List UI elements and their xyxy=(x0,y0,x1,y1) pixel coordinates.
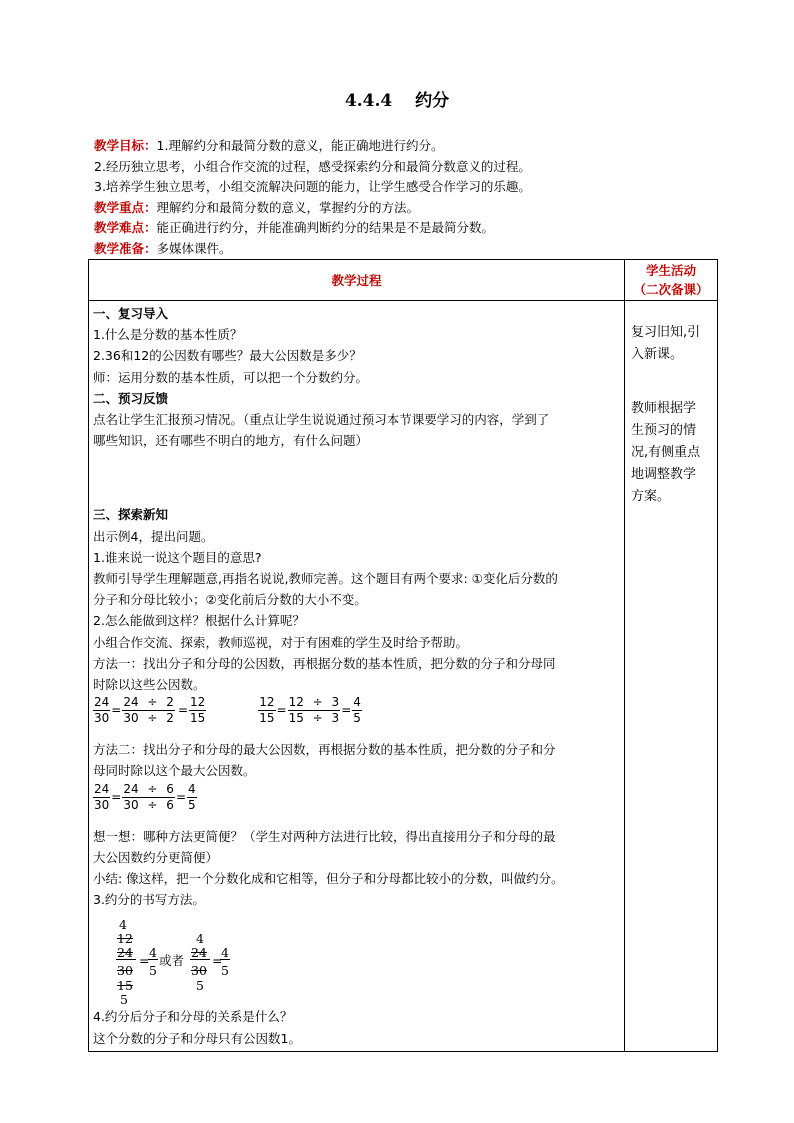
denominator: 30 xyxy=(94,711,110,726)
preview-line-2: 哪些知识，还有哪些不明白的地方，有什么问题） xyxy=(93,433,369,449)
cancel-denominator-30b: 30 xyxy=(191,963,207,979)
lesson-table xyxy=(88,259,718,1052)
cancel-denominator-30: 30 xyxy=(117,963,133,979)
numerator: 24 ÷ 2 xyxy=(123,695,174,710)
note-preview-3: 况,有侧重点 xyxy=(631,445,701,460)
header-teaching-process: 教学过程 xyxy=(89,260,625,301)
fraction xyxy=(258,695,275,726)
explore-line-14: 3.约分的书写方法。 xyxy=(93,892,205,908)
cancel-bottom-15: 15 xyxy=(117,978,133,994)
key-line xyxy=(94,198,714,219)
page-title: 4.4.4 约分 xyxy=(344,91,450,111)
denominator: 15 ÷ 3 xyxy=(288,711,340,726)
numerator: 24 ÷ 6 xyxy=(123,781,174,796)
or-text: 或者 xyxy=(159,953,185,969)
fraction xyxy=(189,695,206,726)
prep-text: 多媒体课件。 xyxy=(156,240,232,256)
goal-3: 3.培养学生独立思考，小组交流解决问题的能力，让学生感受合作学习的乐趣。 xyxy=(94,179,531,195)
numerator: 24 xyxy=(94,781,110,796)
note-preview-4: 地调整教学 xyxy=(631,467,697,482)
note-preview-1: 教师根据学 xyxy=(631,401,697,416)
fraction xyxy=(122,782,175,813)
numerator: 24 xyxy=(94,695,110,710)
equals-sign: = xyxy=(276,703,287,718)
fraction xyxy=(288,695,341,726)
difficulty-line xyxy=(94,218,714,239)
denominator: 15 xyxy=(190,711,206,726)
prep-line xyxy=(94,239,714,260)
explore-line-5: 2.怎么能做到这样？根据什么计算呢？ xyxy=(93,613,305,629)
header-student-activity xyxy=(625,260,718,301)
goal-1: 1.理解约分和最简分数的意义，能正确地进行约分。 xyxy=(156,138,444,153)
header-right-line-1: 学生活动 xyxy=(645,263,696,278)
denominator: 5 xyxy=(188,797,196,812)
review-line-3: 师：运用分数的基本性质，可以把一个分数约分。 xyxy=(93,369,369,385)
explore-line-10: 母同时除以这个最大公因数。 xyxy=(93,763,256,779)
explore-line-1: 出示例4，提出问题。 xyxy=(93,528,214,544)
note-review-2: 入新课。 xyxy=(631,347,684,362)
section-preview-title: 二、预习反馈 xyxy=(93,390,169,406)
key-label: 教学重点： xyxy=(94,199,157,215)
lesson-intro xyxy=(94,136,714,260)
result-denominator: 5 xyxy=(221,963,229,979)
result-denominator: 5 xyxy=(149,963,157,979)
cancellation-example xyxy=(93,910,620,1006)
explore-line-6: 小组合作交流、探索，教师巡视，对于有困难的学生及时给予帮助。 xyxy=(93,634,469,650)
explore-line-8: 时除以这些公因数。 xyxy=(93,677,206,693)
numerator: 4 xyxy=(188,781,196,796)
goal-label: 教学目标： xyxy=(94,138,157,153)
equals-sign: = xyxy=(139,953,150,969)
cancel-bottom-5b: 5 xyxy=(196,978,204,994)
review-line-2: 2.36和12的公因数有哪些？最大公因数是多少？ xyxy=(93,348,362,364)
note-preview-2: 生预习的情 xyxy=(631,423,697,438)
difficulty-label: 教学难点： xyxy=(94,220,157,236)
note-review-1: 复习旧知,引 xyxy=(631,325,701,340)
result-numerator: 4 xyxy=(221,945,229,961)
denominator: 5 xyxy=(353,711,361,726)
difficulty-text: 能正确进行约分，并能准确判断约分的结果是不是最简分数。 xyxy=(156,220,495,236)
denominator: 15 xyxy=(259,711,275,726)
review-line-1: 1.什么是分数的基本性质？ xyxy=(93,327,243,343)
method-2-equation xyxy=(93,782,620,826)
cancel-numerator-24: 24 xyxy=(117,945,133,961)
numerator: 12 ÷ 3 xyxy=(288,695,340,710)
section-explore-title: 三、探索新知 xyxy=(93,507,169,523)
explore-line-7: 方法一：找出分子和分母的公因数，再根据分数的基本性质，把分数的分子和分母同 xyxy=(93,655,556,671)
section-review-title: 一、复习导入 xyxy=(93,306,169,321)
equals-sign: = xyxy=(111,703,122,718)
equals-sign: = xyxy=(212,953,223,969)
equals-sign: = xyxy=(111,789,122,804)
note-preview-5: 方案。 xyxy=(631,489,671,504)
goal-line xyxy=(94,136,714,157)
denominator: 30 xyxy=(94,797,110,812)
cancel-top-4b: 4 xyxy=(196,931,204,947)
denominator: 30 ÷ 6 xyxy=(123,797,174,812)
equals-sign: = xyxy=(175,789,186,804)
numerator: 12 xyxy=(190,695,206,710)
method-1-equations xyxy=(93,695,620,739)
explore-line-4: 分子和分母比较小；②变化前后分数的大小不变。 xyxy=(93,592,367,608)
explore-line-3: 教师引导学生理解题意,再指名说说,教师完善。这个题目有两个要求: ①变化后分数的 xyxy=(93,571,558,587)
goal-2: 2.经历独立思考，小组合作交流的过程，感受探索约分和最简分数意义的过程。 xyxy=(94,158,531,174)
student-activity-notes xyxy=(625,301,718,1052)
key-text: 理解约分和最简分数的意义，掌握约分的方法。 xyxy=(156,199,420,215)
fraction xyxy=(93,782,110,813)
process-content xyxy=(89,301,625,1052)
fraction xyxy=(352,695,362,726)
fraction xyxy=(187,782,197,813)
spacer xyxy=(93,451,620,504)
explore-line-2: 1.谁来说一说这个题目的意思? xyxy=(93,549,262,565)
preview-line-1: 点名让学生汇报预习情况。（重点让学生说说通过预习本节课要学习的内容，学到了 xyxy=(93,412,550,428)
numerator: 12 xyxy=(259,695,275,710)
summary-line: 小结: 像这样，把一个分数化成和它相等，但分子和分母都比较小的分数，叫做约分。 xyxy=(93,871,564,887)
fraction xyxy=(93,695,110,726)
cancel-top-4: 4 xyxy=(119,917,127,933)
prep-label: 教学准备： xyxy=(94,240,157,256)
denominator: 30 ÷ 2 xyxy=(123,711,174,726)
result-numerator: 4 xyxy=(149,945,157,961)
cancel-top-12: 12 xyxy=(117,931,133,947)
cancel-numerator-24b: 24 xyxy=(191,945,207,961)
fraction xyxy=(122,695,177,726)
numerator: 4 xyxy=(353,695,361,710)
explore-line-15: 4.约分后分子和分母的关系是什么？ xyxy=(93,1009,293,1025)
equals-sign: = xyxy=(177,703,188,718)
explore-line-16: 这个分数的分子和分母只有公因数1。 xyxy=(93,1030,301,1046)
equals-sign: = xyxy=(341,703,352,718)
header-right-line-2: （二次备课） xyxy=(633,282,709,297)
explore-line-9: 方法二：找出分子和分母的最大公因数，再根据分数的基本性质，把分数的分子和分 xyxy=(93,742,556,758)
explore-line-11: 想一想：哪种方法更简便？（学生对两种方法进行比较，得出直接用分子和分母的最 xyxy=(93,828,556,844)
cancel-bottom-5: 5 xyxy=(120,992,128,1008)
explore-line-12: 大公因数约分更简便） xyxy=(93,849,219,865)
